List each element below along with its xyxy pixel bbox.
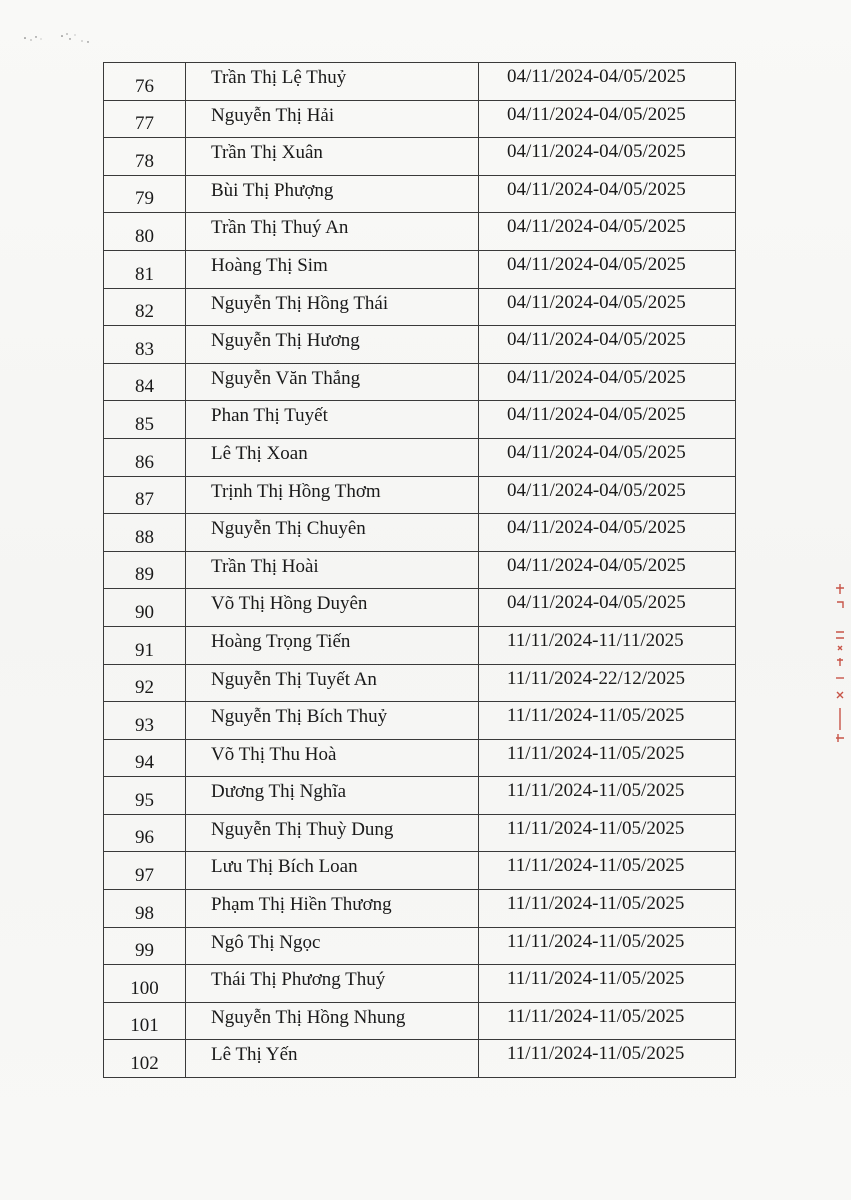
date-range-cell: 04/11/2024-04/05/2025 xyxy=(479,213,736,251)
date-range-cell: 11/11/2024-11/05/2025 xyxy=(479,777,736,815)
date-range-cell: 04/11/2024-04/05/2025 xyxy=(479,175,736,213)
table-row xyxy=(104,438,736,476)
table-row xyxy=(104,664,736,702)
full-name-cell: Lê Thị Yến xyxy=(186,1040,479,1078)
row-number-cell: 87 xyxy=(104,476,186,514)
row-number-cell: 82 xyxy=(104,288,186,326)
table-row xyxy=(104,965,736,1003)
date-range-cell: 11/11/2024-11/05/2025 xyxy=(479,927,736,965)
date-range-cell: 04/11/2024-04/05/2025 xyxy=(479,363,736,401)
date-range-cell: 04/11/2024-04/05/2025 xyxy=(479,326,736,364)
table-row xyxy=(104,626,736,664)
row-number-cell: 95 xyxy=(104,777,186,815)
full-name-cell: Nguyễn Thị Hồng Thái xyxy=(186,288,479,326)
full-name-cell: Phạm Thị Hiền Thương xyxy=(186,890,479,928)
row-number-cell: 90 xyxy=(104,589,186,627)
table-row xyxy=(104,138,736,176)
table-row xyxy=(104,63,736,101)
full-name-cell: Nguyễn Thị Hải xyxy=(186,100,479,138)
date-range-cell: 04/11/2024-04/05/2025 xyxy=(479,514,736,552)
date-range-cell: 11/11/2024-11/05/2025 xyxy=(479,702,736,740)
full-name-cell: Trần Thị Lệ Thuỷ xyxy=(186,63,479,101)
date-range-cell: 04/11/2024-04/05/2025 xyxy=(479,589,736,627)
table-row xyxy=(104,1002,736,1040)
full-name-cell: Hoàng Thị Sim xyxy=(186,250,479,288)
full-name-cell: Thái Thị Phương Thuý xyxy=(186,965,479,1003)
full-name-cell: Ngô Thị Ngọc xyxy=(186,927,479,965)
full-name-cell: Võ Thị Hồng Duyên xyxy=(186,589,479,627)
date-range-cell: 11/11/2024-11/11/2025 xyxy=(479,626,736,664)
full-name-cell: Trần Thị Hoài xyxy=(186,551,479,589)
table-row xyxy=(104,213,736,251)
row-number-cell: 102 xyxy=(104,1040,186,1078)
date-range-cell: 11/11/2024-11/05/2025 xyxy=(479,1040,736,1078)
row-number-cell: 78 xyxy=(104,138,186,176)
date-range-cell: 04/11/2024-04/05/2025 xyxy=(479,138,736,176)
row-number-cell: 96 xyxy=(104,814,186,852)
row-number-cell: 86 xyxy=(104,438,186,476)
table-row xyxy=(104,363,736,401)
row-number-cell: 85 xyxy=(104,401,186,439)
row-number-cell: 91 xyxy=(104,626,186,664)
roster-table xyxy=(103,62,736,1078)
row-number-cell: 93 xyxy=(104,702,186,740)
row-number-cell: 79 xyxy=(104,175,186,213)
full-name-cell: Phan Thị Tuyết xyxy=(186,401,479,439)
row-number-cell: 81 xyxy=(104,250,186,288)
full-name-cell: Nguyễn Văn Thắng xyxy=(186,363,479,401)
table-row xyxy=(104,288,736,326)
table-row xyxy=(104,852,736,890)
table-row xyxy=(104,814,736,852)
full-name-cell: Trần Thị Thuý An xyxy=(186,213,479,251)
roster-table-wrapper xyxy=(103,62,735,1078)
full-name-cell: Hoàng Trọng Tiến xyxy=(186,626,479,664)
full-name-cell: Nguyễn Thị Tuyết An xyxy=(186,664,479,702)
full-name-cell: Lê Thị Xoan xyxy=(186,438,479,476)
date-range-cell: 04/11/2024-04/05/2025 xyxy=(479,100,736,138)
row-number-cell: 94 xyxy=(104,739,186,777)
row-number-cell: 84 xyxy=(104,363,186,401)
date-range-cell: 11/11/2024-11/05/2025 xyxy=(479,965,736,1003)
table-row xyxy=(104,890,736,928)
scan-specks-icon xyxy=(22,30,92,44)
full-name-cell: Trần Thị Xuân xyxy=(186,138,479,176)
row-number-cell: 80 xyxy=(104,213,186,251)
row-number-cell: 89 xyxy=(104,551,186,589)
table-row xyxy=(104,589,736,627)
full-name-cell: Bùi Thị Phượng xyxy=(186,175,479,213)
table-row xyxy=(104,401,736,439)
table-row xyxy=(104,326,736,364)
date-range-cell: 11/11/2024-11/05/2025 xyxy=(479,739,736,777)
date-range-cell: 04/11/2024-04/05/2025 xyxy=(479,63,736,101)
full-name-cell: Nguyễn Thị Hương xyxy=(186,326,479,364)
date-range-cell: 04/11/2024-04/05/2025 xyxy=(479,476,736,514)
row-number-cell: 83 xyxy=(104,326,186,364)
row-number-cell: 88 xyxy=(104,514,186,552)
full-name-cell: Lưu Thị Bích Loan xyxy=(186,852,479,890)
row-number-cell: 99 xyxy=(104,927,186,965)
date-range-cell: 11/11/2024-11/05/2025 xyxy=(479,1002,736,1040)
full-name-cell: Nguyễn Thị Chuyên xyxy=(186,514,479,552)
date-range-cell: 11/11/2024-11/05/2025 xyxy=(479,814,736,852)
full-name-cell: Nguyễn Thị Hồng Nhung xyxy=(186,1002,479,1040)
table-row xyxy=(104,702,736,740)
full-name-cell: Võ Thị Thu Hoà xyxy=(186,739,479,777)
date-range-cell: 11/11/2024-11/05/2025 xyxy=(479,852,736,890)
table-row xyxy=(104,250,736,288)
date-range-cell: 04/11/2024-04/05/2025 xyxy=(479,288,736,326)
table-row xyxy=(104,514,736,552)
roster-table-body xyxy=(104,63,736,1078)
row-number-cell: 101 xyxy=(104,1002,186,1040)
red-margin-stamp-icon xyxy=(833,580,847,750)
table-row xyxy=(104,476,736,514)
table-row xyxy=(104,777,736,815)
date-range-cell: 04/11/2024-04/05/2025 xyxy=(479,438,736,476)
full-name-cell: Dương Thị Nghĩa xyxy=(186,777,479,815)
row-number-cell: 76 xyxy=(104,63,186,101)
row-number-cell: 97 xyxy=(104,852,186,890)
date-range-cell: 04/11/2024-04/05/2025 xyxy=(479,250,736,288)
table-row xyxy=(104,1040,736,1078)
full-name-cell: Nguyễn Thị Thuỳ Dung xyxy=(186,814,479,852)
table-row xyxy=(104,739,736,777)
table-row xyxy=(104,551,736,589)
table-row xyxy=(104,175,736,213)
row-number-cell: 100 xyxy=(104,965,186,1003)
date-range-cell: 11/11/2024-22/12/2025 xyxy=(479,664,736,702)
date-range-cell: 04/11/2024-04/05/2025 xyxy=(479,551,736,589)
date-range-cell: 04/11/2024-04/05/2025 xyxy=(479,401,736,439)
table-row xyxy=(104,927,736,965)
row-number-cell: 92 xyxy=(104,664,186,702)
full-name-cell: Trịnh Thị Hồng Thơm xyxy=(186,476,479,514)
row-number-cell: 98 xyxy=(104,890,186,928)
date-range-cell: 11/11/2024-11/05/2025 xyxy=(479,890,736,928)
row-number-cell: 77 xyxy=(104,100,186,138)
full-name-cell: Nguyễn Thị Bích Thuỷ xyxy=(186,702,479,740)
table-row xyxy=(104,100,736,138)
